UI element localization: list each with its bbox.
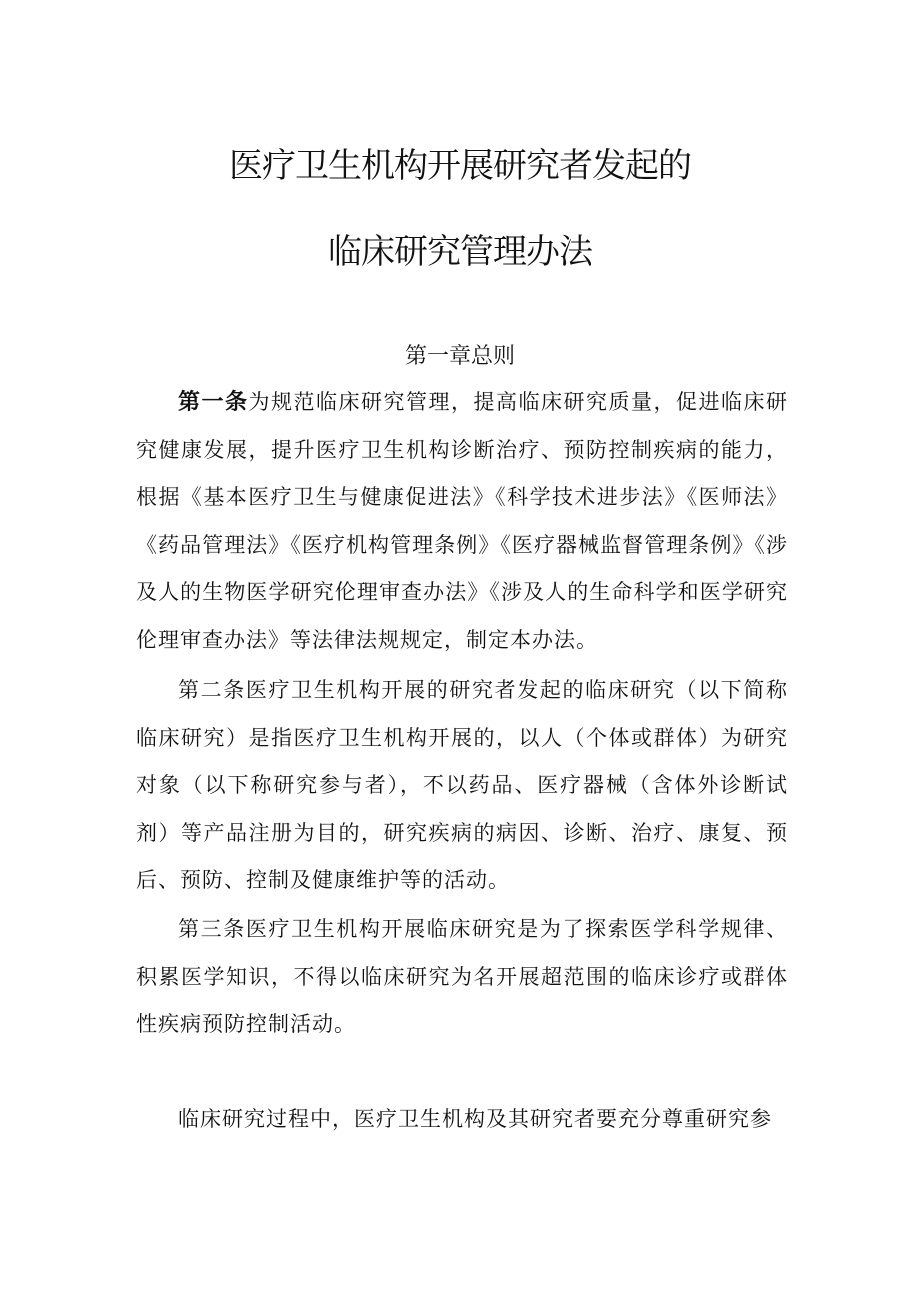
article-1-text: 为规范临床研究管理，提高临床研究质量，促进临床研究健康发展，提升医疗卫生机构诊断治疗、预防控制疾病的能力，根据《基本医疗卫生与健康促进法》《科学技术进步法》《医师法》《药品管理法》《医疗机构管理条例》《医疗器械监督管理条例》《涉及人的生物医学研究伦理审查办法》《涉及人的生命科学和医学研究伦理审查办法》等法律法规规定，制定本办法。	[136, 390, 788, 652]
article-3-continuation-text: 临床研究过程中，医疗卫生机构及其研究者要充分尊重研究参	[178, 1107, 772, 1131]
article-2-paragraph	[136, 667, 788, 905]
document-title-line-2: 临床研究管理办法	[328, 232, 592, 272]
article-3-text: 第三条医疗卫生机构开展临床研究是为了探索医学科学规律、积累医学知识，不得以临床研究为名开展超范围的临床诊疗或群体性疾病预防控制活动。	[136, 917, 788, 1036]
chapter-heading: 第一章总则	[404, 344, 515, 369]
article-1-label: 第一条	[178, 390, 249, 415]
document-title-line-1: 医疗卫生机构开展研究者发起的	[229, 146, 691, 186]
article-3-paragraph	[136, 906, 788, 1049]
article-1-paragraph	[136, 379, 788, 664]
article-3-continuation-paragraph	[136, 1096, 788, 1144]
article-2-text: 第二条医疗卫生机构开展的研究者发起的临床研究（以下简称临床研究）是指医疗卫生机构开展的，以人（个体或群体）为研究对象（以下称研究参与者），不以药品、医疗器械（含体外诊断试剂）等产品注册为目的，研究疾病的病因、诊断、治疗、康复、预后、预防、控制及健康维护等的活动。	[136, 678, 788, 892]
